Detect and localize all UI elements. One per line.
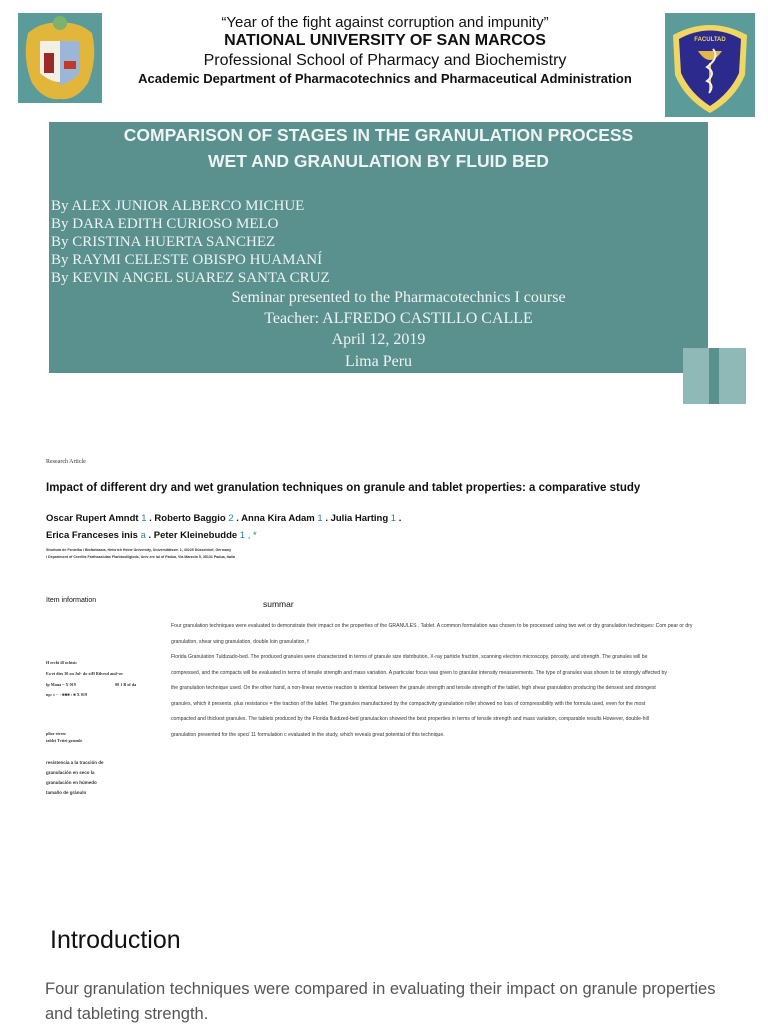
article-history-line: fp Maua ~ X 019 [46, 682, 76, 687]
place-line: Lima Peru [344, 353, 413, 370]
abstract-line: compressed, and the compacts will be evaluated in terms of tensile strength and mass variation. A particular focus was given to granular intensity measurements. The type of granules was shown to be strongly affected by [171, 669, 667, 676]
title-banner [49, 122, 708, 373]
abstract-text [171, 619, 768, 743]
introduction-heading: Introduction [50, 926, 181, 954]
author-name: Oscar Rupert Amndt [46, 513, 139, 524]
keyword-item: granulación en húmedo [46, 780, 97, 785]
author-name: Erica Franceses inis [46, 530, 138, 541]
author-affiliation-ref[interactable]: 1 , * [239, 530, 257, 541]
department-name: Academic Department of Pharmacotechnics and Pharmaceutical Administration [138, 71, 632, 86]
keyword-item: tamaño de gránulo [46, 790, 87, 795]
banner-title-line1: COMPARISON OF STAGES IN THE GRANULATION PROCESS [123, 125, 634, 145]
author-name: . Peter Kleinebudde [148, 530, 238, 541]
faculty-shield-logo [665, 13, 755, 117]
decorative-book-graphic [683, 348, 746, 404]
abstract-line: granulation presented for the speci 11 formulation c evaluated in the study, which reveals great potential of this technique. [171, 731, 445, 738]
seminar-line: Seminar presented to the Pharmacotechnics I course [231, 289, 566, 306]
author-line: By DARA EDITH CURIOSO MELO [51, 216, 279, 232]
article-authors-line2 [46, 530, 257, 541]
author-affiliation-ref[interactable]: a [140, 530, 146, 541]
article-authors-line1 [46, 513, 401, 524]
keywords-label: plior eiven: [46, 731, 67, 736]
date-line: April 12, 2019 [331, 331, 426, 348]
author-affiliation-ref[interactable]: 2 [228, 513, 234, 524]
author-affiliation-ref[interactable]: 1 [317, 513, 323, 524]
author-line: By RAYMI CELESTE OBISPO HUAMANÍ [51, 252, 323, 268]
university-crest-logo [18, 13, 102, 103]
article-history-line: np: s ·- · ■■■ : ■ X 019 [46, 692, 88, 697]
abstract-line: granules, which it presents. plus resistance = the traction of the tablet. The granules manufactured by the compactivity granulation roller showed no loss of compressibility with the formula used, even for the most [171, 700, 646, 707]
article-history-line: Ewet dies 30 on Jul- do xiH Bilvesd and~ov [46, 671, 124, 676]
keywords-label: tablei Tvitei granule [46, 738, 83, 743]
summary-heading: summar [263, 599, 294, 609]
abstract-line: Four granulation techniques were evaluated to demonstrate their impact on the properties of the GRANULES . Tablet. A common formulation was chosen to be processed using two wet or dry granulation techniques: Com pear or dry [171, 623, 693, 629]
author-affiliation-ref[interactable]: 1 [390, 513, 397, 524]
university-name: NATIONAL UNIVERSITY OF SAN MARCOS [224, 32, 546, 49]
keyword-item: granulación en seco la [46, 770, 95, 775]
article-history-line: 00 1 B of da [115, 682, 137, 687]
affiliation-line: Struttura de Fsnteika / Biofarbiasia, Heinrich Heine University, Universitätsstr. 1, 40225 Düsseldorf, Germany [46, 548, 232, 552]
author-line: By CRISTINA HUERTA SANCHEZ [51, 234, 276, 250]
author-line: By KEVIN ANGEL SUAREZ SANTA CRUZ [51, 270, 330, 286]
author-name: . Julia Harting [325, 513, 389, 524]
abstract-line: granulation, shear wing granulation, double loin granulation, f [171, 638, 309, 645]
article-type-label: Research Article [46, 459, 86, 465]
article-title: Impact of different dry and wet granulation techniques on granule and tablet properties: a comparative study [46, 482, 641, 494]
introduction-text: Four granulation techniques were compared in evaluating their impact on granule properties and tableting strength. [45, 980, 716, 1023]
abstract-line: the granulation technique used. On the other hand, a non-linear reverse reaction is identical between the granule strength and tensile strength of the tablet, high shear granulation producing the densest and strongest [171, 685, 656, 691]
keyword-item: resistencia a la tracción de [46, 760, 104, 765]
author-affiliation-ref[interactable]: 1 [141, 513, 147, 524]
author-name: . Roberto Baggio [149, 513, 226, 524]
author-separator: . [398, 513, 402, 524]
abstract-line: Florida Granulation Tuldizado-bed. The produced granules were characterized in terms of granule size distribution, X-ray particle fraction, scanning electron microscopy, porosity, and strength. The granules will be [171, 654, 648, 660]
header-motto: “Year of the fight against corruption and impunity” [221, 14, 549, 31]
abstract-line: compacted and thickest granules. The tablets produced by the Florida fluidized-bed granulackon showed the best properties in terms of tensile strength and mass variation, comparable results However, double-hill [171, 716, 649, 722]
affiliation-line: i Department of Cerelits Farthsaslutas Flarbtoslilgiods, Univ ere ial of Padua, Via Marzolo 5, 35131 Padua, Italia [46, 555, 235, 559]
author-line: By ALEX JUNIOR ALBERCO MICHUE [51, 198, 305, 214]
svg-text:FACULTAD: FACULTAD [694, 37, 726, 43]
teacher-line: Teacher: ALFREDO CASTILLO CALLE [264, 310, 533, 327]
item-information-label: Item information [46, 597, 97, 604]
author-name: . Anna Kira Adam [236, 513, 315, 524]
banner-title-line2: WET AND GRANULATION BY FLUID BED [208, 151, 549, 171]
article-history-line: H ercbi ill ochtsic [46, 660, 78, 665]
school-name: Professional School of Pharmacy and Biochemistry [203, 52, 567, 69]
